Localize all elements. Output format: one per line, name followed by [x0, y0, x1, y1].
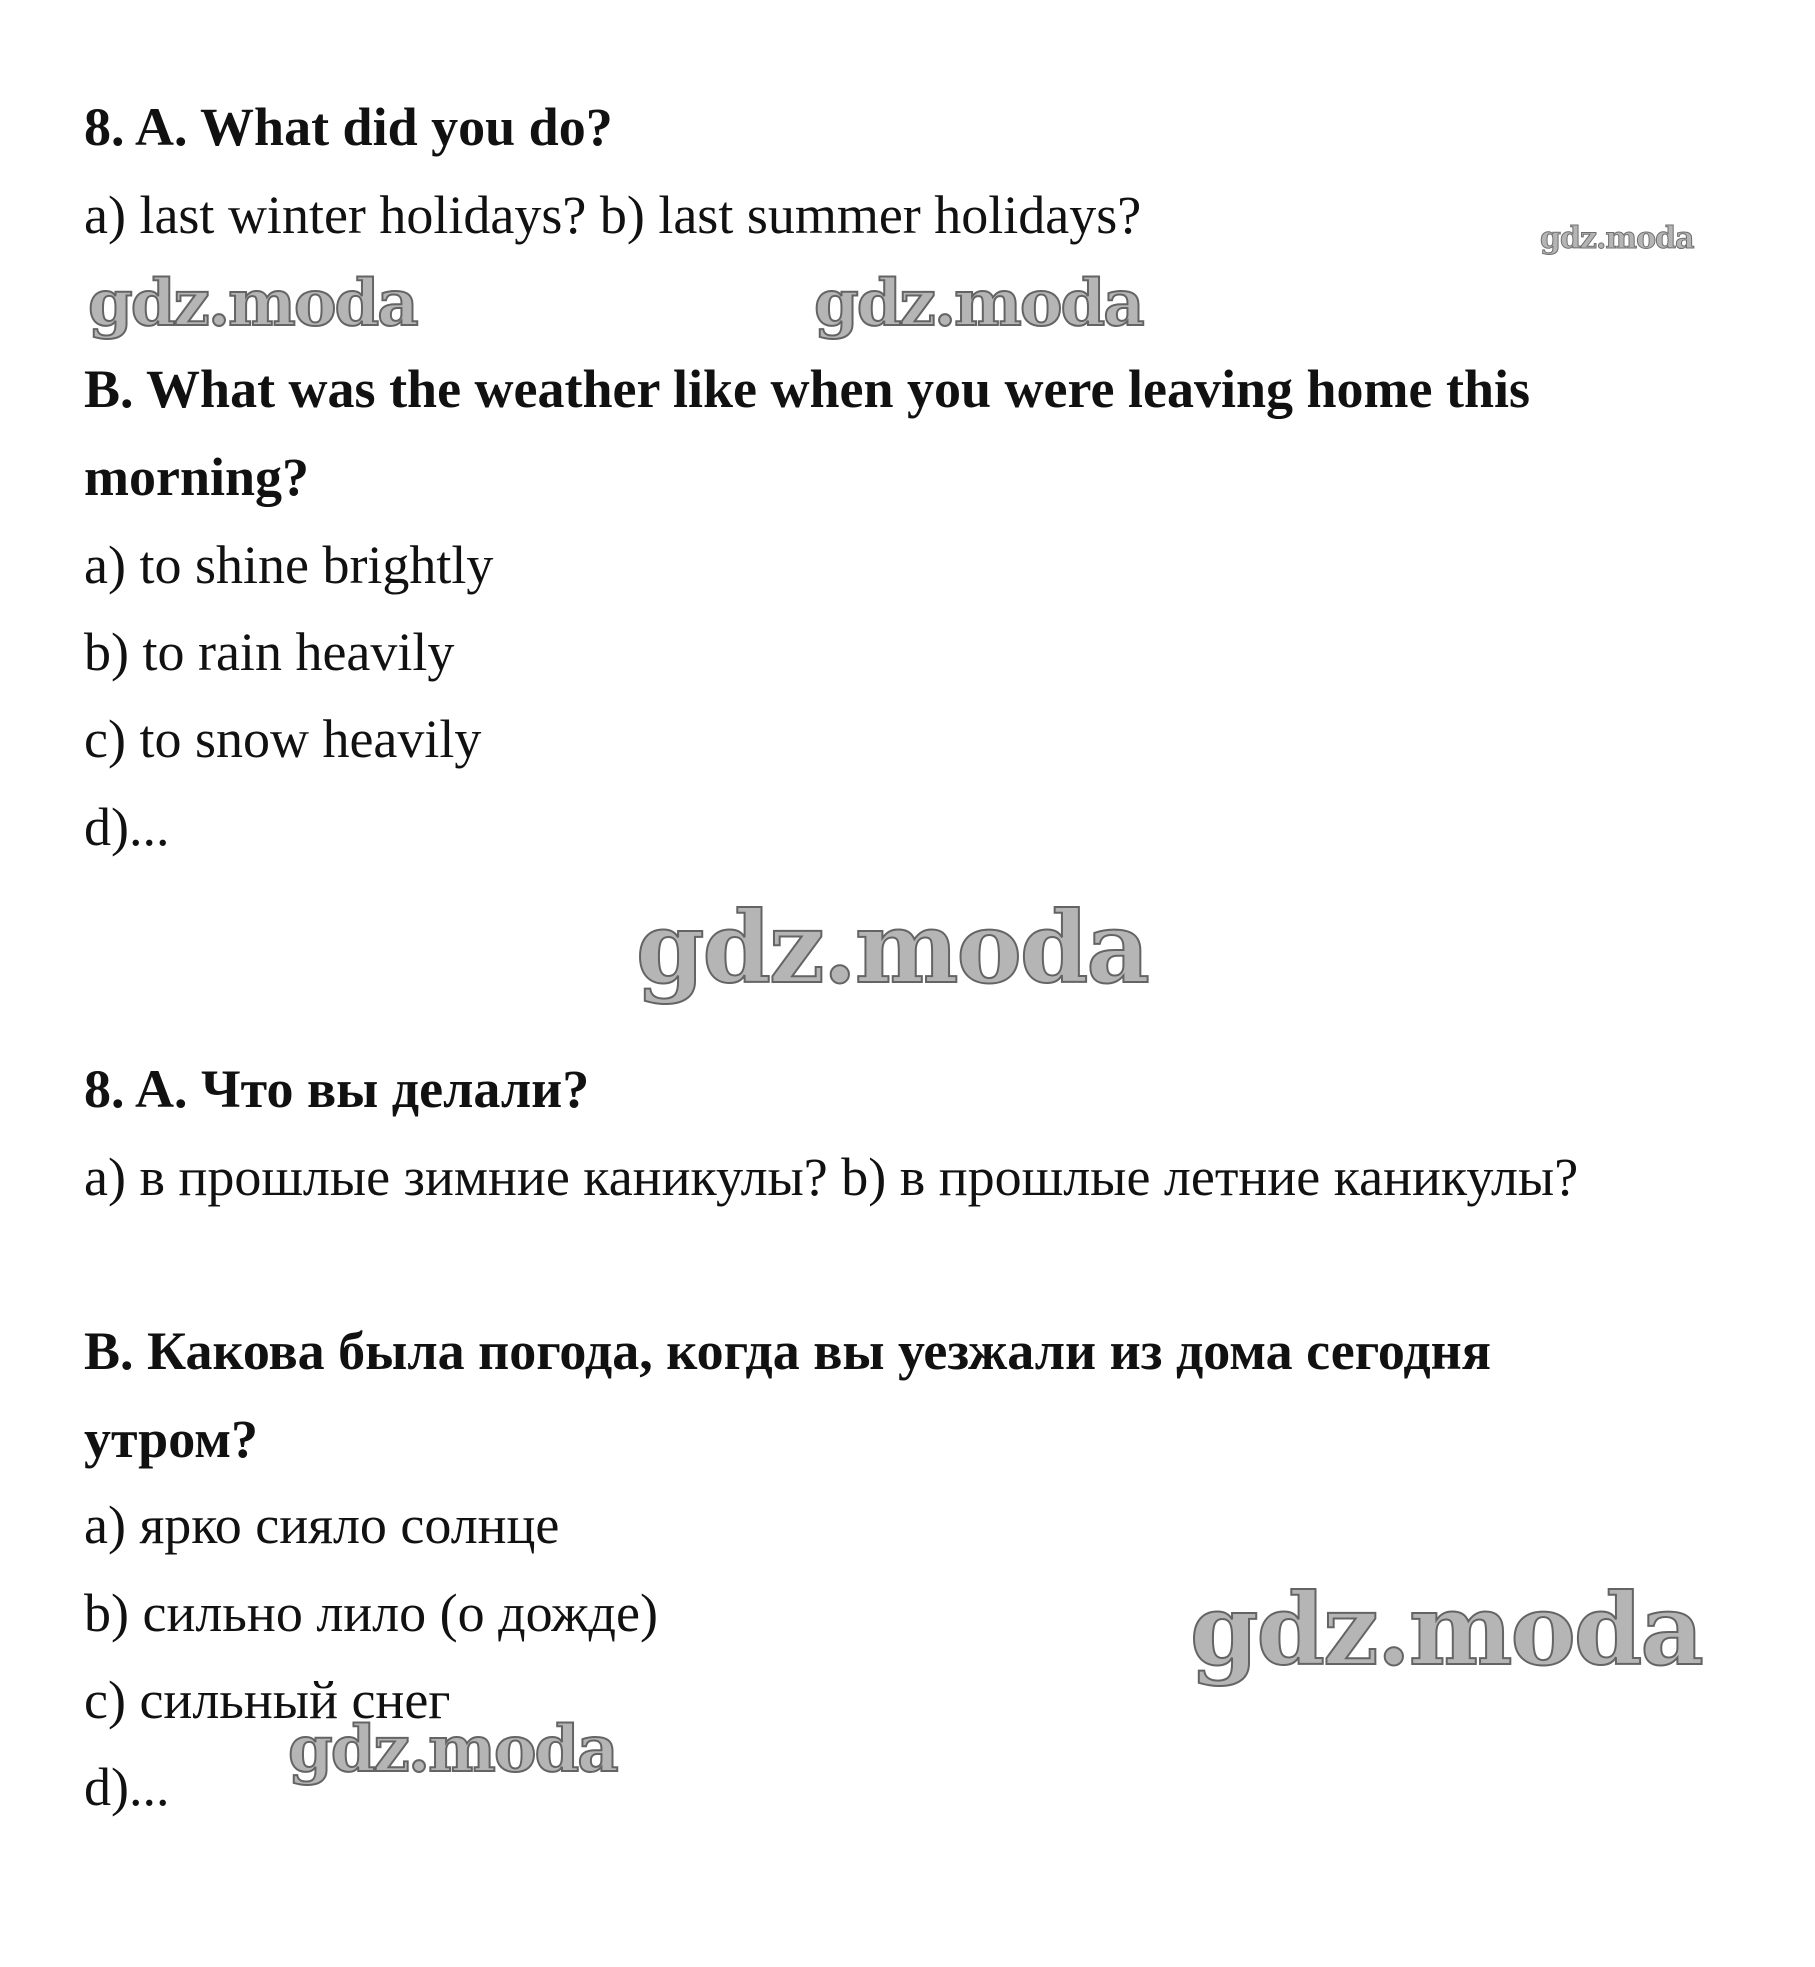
- english-item-a: a) to shine brightly: [84, 535, 494, 595]
- watermark-top-right: gdz.moda: [1540, 221, 1694, 256]
- english-task-a-options: a) last winter holidays? b) last summer holidays?: [84, 185, 1142, 245]
- russian-task-a-options: a) в прошлые зимние каникулы? b) в прошлые летние каникулы?: [84, 1147, 1579, 1207]
- watermark-bottom-right: gdz.moda: [1190, 1573, 1702, 1688]
- watermark-left-1: gdz.moda: [88, 266, 417, 341]
- english-item-c: c) to snow heavily: [84, 709, 482, 769]
- watermark-center-1: gdz.moda: [814, 266, 1143, 341]
- english-task-b-heading-line2: morning?: [84, 447, 310, 507]
- english-task-a-heading: 8. A. What did you do?: [84, 97, 613, 157]
- russian-item-a: a) ярко сияло солнце: [84, 1495, 560, 1555]
- russian-item-b: b) сильно лило (о дожде): [84, 1583, 658, 1643]
- russian-task-a-heading: 8. A. Что вы делали?: [84, 1059, 590, 1119]
- watermark-bottom-left: gdz.moda: [288, 1712, 617, 1787]
- english-task-b-heading-line1: B. What was the weather like when you were leaving home this: [84, 359, 1531, 419]
- russian-task-b-heading-line1: B. Какова была погода, когда вы уезжали из дома сегодня: [84, 1321, 1492, 1381]
- russian-task-b-heading-line2: утром?: [84, 1409, 258, 1469]
- english-item-b: b) to rain heavily: [84, 622, 455, 682]
- russian-item-d: d)...: [84, 1757, 170, 1817]
- watermark-center-large: gdz.moda: [636, 891, 1148, 1006]
- russian-item-c: c) сильный снег: [84, 1670, 451, 1730]
- english-item-d: d)...: [84, 797, 170, 857]
